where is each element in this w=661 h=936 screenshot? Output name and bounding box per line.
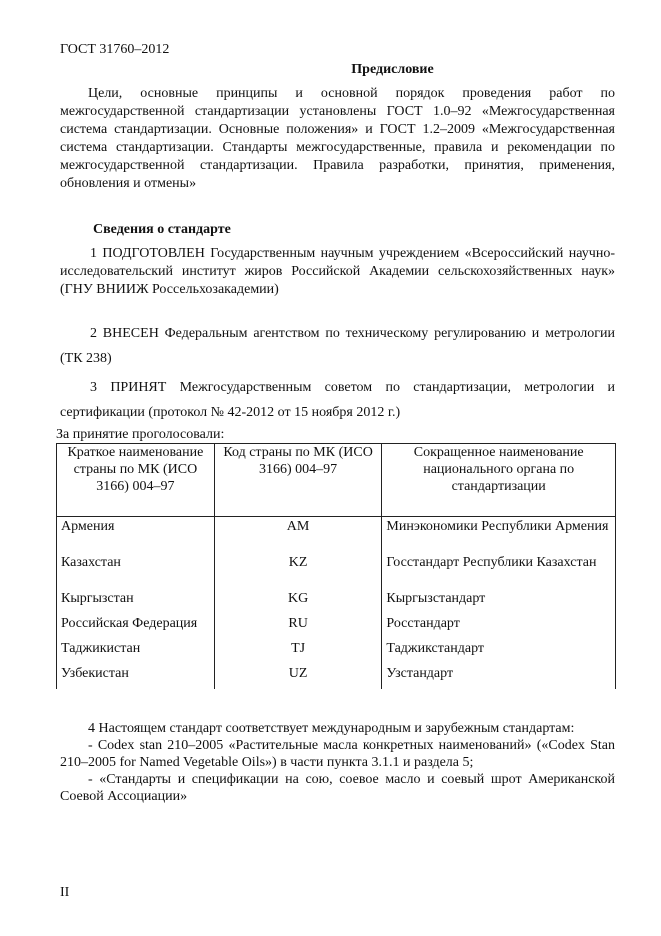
vote-table: [56, 443, 616, 689]
body-cell: Таджикстандарт: [382, 640, 616, 665]
header-body: Сокращенное наименование национального органа по стандартизации: [382, 444, 616, 517]
table-row: [57, 640, 616, 665]
body-cell: Минэкономики Республики Армения: [382, 517, 616, 555]
country-cell: Таджикистан: [57, 640, 215, 665]
header-code: Код страны по МК (ИСО 3166) 004–97: [214, 444, 382, 517]
body-cell: Узстандарт: [382, 665, 616, 689]
country-cell: Кыргызстан: [57, 590, 215, 615]
country-cell: Армения: [57, 517, 215, 555]
document-code: ГОСТ 31760–2012: [60, 42, 170, 57]
country-cell: Российская Федерация: [57, 615, 215, 640]
code-cell: RU: [214, 615, 382, 640]
document-page: [56, 0, 615, 936]
code-cell: UZ: [214, 665, 382, 689]
code-cell: TJ: [214, 640, 382, 665]
table-row: [57, 590, 616, 615]
vote-table-header: [57, 444, 616, 517]
table-row: [57, 554, 616, 590]
preface-text: Цели, основные принципы и основной порядок проведения работ по межгосударственной стандартизации установлены ГОСТ 1.0–92 «Межгосударственная система стандартизации. Основные положения» и ГОСТ 1.2–2009 «Межгосударственная система стандартизации. Стандарты межгосударственные, правила и рекомендации по межгосударственной стандартизации. Правила разработки, принятия, применения, обновления и отмены»: [60, 86, 615, 191]
item4-soy-standards: - «Стандарты и спецификации на сою, соевое масло и соевый шрот Американской Соевой Ассоциации»: [60, 772, 615, 804]
table-row: [57, 517, 616, 555]
header-country: Краткое наименование страны по МК (ИСО 3166) 004–97: [57, 444, 215, 517]
info-item-2: 2 ВНЕСЕН Федеральным агентством по техническому регулированию и метрологии (ТК 238): [60, 326, 615, 366]
body-cell: Госстандарт Республики Казахстан: [382, 554, 616, 590]
item4-codex: - Codex stan 210–2005 «Растительные масла конкретных наименований» («Codex Stan 210–2005 for Named Vegetable Oils») в части пункта 3.1.1 и раздела 5;: [60, 738, 615, 770]
code-cell: KZ: [214, 554, 382, 590]
table-row: [57, 665, 616, 689]
code-cell: KG: [214, 590, 382, 615]
vote-label: За принятие проголосовали:: [56, 427, 225, 442]
page-number: II: [60, 885, 70, 900]
preface-title: Предисловие: [351, 62, 434, 77]
country-cell: Казахстан: [57, 554, 215, 590]
body-cell: Кыргызстандарт: [382, 590, 616, 615]
info-item-4: [60, 720, 615, 805]
code-cell: AM: [214, 517, 382, 555]
info-item-3: 3 ПРИНЯТ Межгосударственным советом по стандартизации, метрологии и сертификации (протокол № 42-2012 от 15 ноября 2012 г.): [60, 380, 615, 420]
info-item-1: 1 ПОДГОТОВЛЕН Государственным научным учреждением «Всероссийский научно-исследовательский институт жиров Российской Академии сельскохозяйственных наук» (ГНУ ВНИИЖ Россельхозакадемии): [60, 246, 615, 297]
country-cell: Узбекистан: [57, 665, 215, 689]
body-cell: Росстандарт: [382, 615, 616, 640]
item4-lead: 4 Настоящем стандарт соответствует международным и зарубежным стандартам:: [88, 721, 575, 736]
standard-info-title: Сведения о стандарте: [93, 222, 231, 237]
table-row: [57, 615, 616, 640]
